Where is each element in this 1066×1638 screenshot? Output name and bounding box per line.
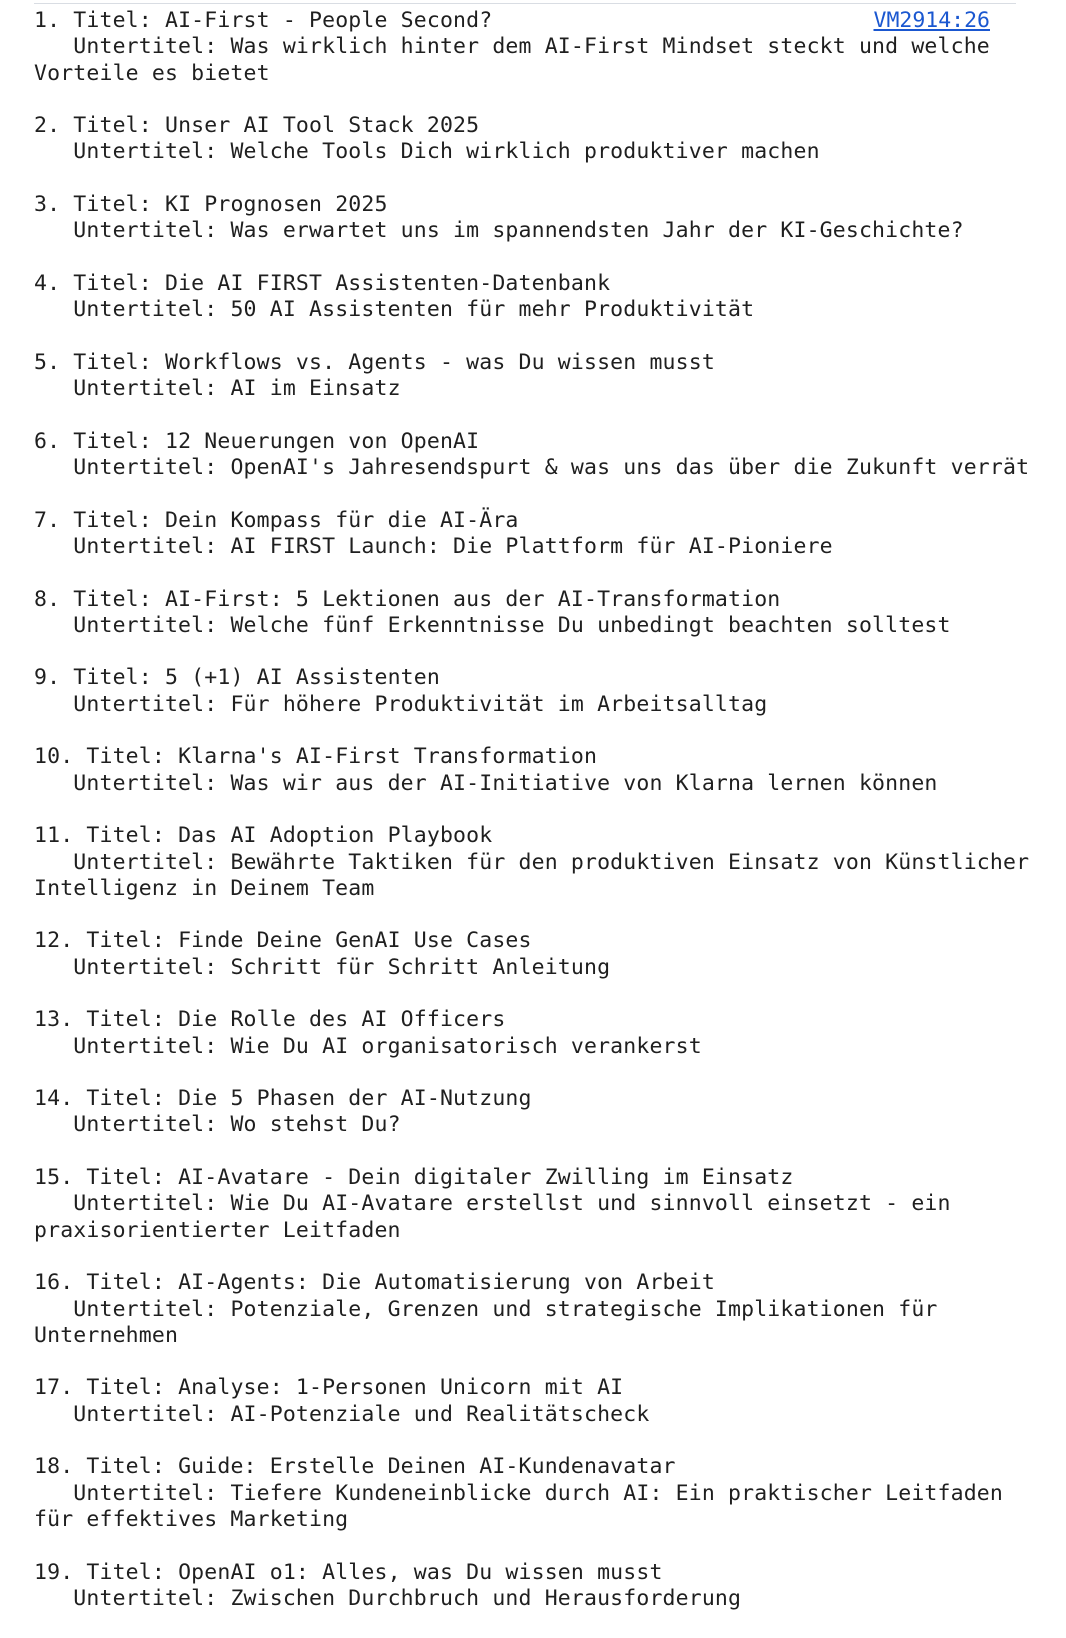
entry-subtitle-line: [34, 534, 1034, 560]
entry-subtitle-line: [34, 613, 1034, 639]
subtitle-label: Untertitel:: [34, 297, 231, 323]
entry-subtitle-line: [34, 1191, 1034, 1244]
entry-subtitle-line: [34, 1481, 1034, 1534]
list-item: [34, 1270, 1034, 1349]
entry-subtitle: OpenAI's Jahresendspurt & was uns das über die Zukunft verrät: [230, 455, 1030, 481]
entry-number: 3.: [34, 192, 74, 218]
entry-title: AI-First - People Second?: [164, 8, 493, 33]
entry-subtitle: Was wirklich hinter dem AI-First Mindset steckt und welche Vorteile es bietet: [34, 34, 1004, 86]
entry-number: 13.: [34, 1007, 87, 1033]
subtitle-label: Untertitel:: [34, 1401, 231, 1427]
entry-number: 14.: [34, 1086, 87, 1112]
entry-subtitle-line: [34, 849, 1043, 903]
entry-subtitle: Wo stehst Du?: [230, 1112, 401, 1138]
entry-number: 18.: [34, 1454, 87, 1480]
entry-subtitle-line: [34, 34, 1034, 87]
entry-number: 6.: [34, 428, 74, 454]
list-item: [34, 508, 1034, 561]
title-label: Titel:: [73, 586, 165, 612]
entry-title-line: [34, 744, 1034, 770]
entry-subtitle-line: [34, 692, 1034, 718]
subtitle-label: Untertitel:: [34, 691, 231, 717]
entry-subtitle-line: [34, 139, 1034, 165]
subtitle-label: Untertitel:: [34, 770, 231, 796]
entry-title-line: [34, 429, 1034, 455]
entry-subtitle-line: [34, 955, 1034, 981]
subtitle-label: Untertitel:: [34, 1033, 231, 1059]
entry-subtitle: Welche fünf Erkenntnisse Du unbedingt beachten solltest: [230, 612, 951, 638]
entry-title-line: [34, 823, 1034, 849]
subtitle-label: Untertitel:: [34, 1296, 231, 1322]
title-label: Titel:: [73, 113, 165, 139]
entry-number: 16.: [34, 1270, 87, 1296]
title-label: Titel:: [86, 1165, 179, 1191]
subtitle-label: Untertitel:: [34, 1112, 231, 1138]
entry-title-line: [34, 1454, 1034, 1480]
entry-number: 12.: [34, 928, 87, 954]
console-divider: [34, 3, 1016, 4]
entry-title-line: [34, 1270, 1034, 1296]
entry-subtitle-line: [34, 218, 1034, 244]
title-label: Titel:: [73, 349, 165, 375]
title-label: Titel:: [73, 428, 165, 454]
entry-title: Analyse: 1-Personen Unicorn mit AI: [178, 1375, 624, 1401]
list-item: [34, 1007, 1034, 1060]
entry-subtitle-line: [34, 297, 1034, 323]
subtitle-label: Untertitel:: [34, 1585, 231, 1611]
title-label: Titel:: [86, 1559, 179, 1585]
entry-title: Dein Kompass für die AI-Ära: [164, 507, 519, 533]
subtitle-label: Untertitel:: [34, 1191, 231, 1217]
title-label: Titel:: [86, 928, 179, 954]
title-label: Titel:: [86, 1086, 179, 1112]
entry-title: 12 Neuerungen von OpenAI: [164, 428, 480, 454]
source-location-link[interactable]: VM2914:26: [873, 8, 990, 33]
entry-number: 11.: [34, 823, 87, 849]
entry-subtitle: Was wir aus der AI-Initiative von Klarna lernen können: [230, 770, 938, 796]
list-item: [34, 192, 1034, 245]
console-log-output: [34, 8, 1043, 1638]
list-item: [34, 1086, 1034, 1139]
entry-subtitle-line: [34, 455, 1034, 481]
list-item: [34, 1560, 1034, 1613]
entry-title: Das AI Adoption Playbook: [178, 823, 493, 849]
entry-number: 8.: [34, 586, 74, 612]
subtitle-label: Untertitel:: [34, 218, 231, 244]
entry-subtitle-line: [34, 1586, 1034, 1612]
list-item: [34, 823, 1043, 902]
entry-title-line: [34, 271, 1034, 297]
list-item: [34, 8, 1034, 87]
entry-number: 5.: [34, 349, 74, 375]
title-label: Titel:: [73, 270, 165, 296]
entry-title: Workflows vs. Agents - was Du wissen musst: [164, 349, 715, 375]
subtitle-label: Untertitel:: [34, 612, 231, 638]
entry-subtitle-line: [34, 1112, 1034, 1138]
entry-number: 1.: [34, 8, 74, 33]
entry-subtitle-line: [34, 1297, 1034, 1350]
entry-title: OpenAI o1: Alles, was Du wissen musst: [178, 1559, 663, 1585]
entry-title-line: [34, 1165, 1034, 1191]
entry-title-line: [34, 8, 1034, 34]
entry-title: AI-Avatare - Dein digitaler Zwilling im Einsatz: [178, 1165, 794, 1191]
entry-subtitle: AI FIRST Launch: Die Plattform für AI-Pioniere: [230, 533, 833, 559]
subtitle-label: Untertitel:: [34, 376, 231, 402]
entry-number: 17.: [34, 1375, 87, 1401]
list-item: [34, 1454, 1034, 1533]
entry-number: 19.: [34, 1559, 87, 1585]
entry-title: KI Prognosen 2025: [164, 192, 388, 218]
title-label: Titel:: [86, 1375, 179, 1401]
entry-title: Finde Deine GenAI Use Cases: [178, 928, 532, 954]
title-label: Titel:: [73, 507, 165, 533]
entry-subtitle: Potenziale, Grenzen und strategische Implikationen für Unternehmen: [34, 1296, 951, 1348]
entry-title-line: [34, 587, 1034, 613]
entry-subtitle: AI-Potenziale und Realitätscheck: [230, 1401, 650, 1427]
entry-number: 4.: [34, 270, 74, 296]
subtitle-label: Untertitel:: [34, 954, 231, 980]
entry-subtitle: Welche Tools Dich wirklich produktiver machen: [230, 139, 820, 165]
entry-title-line: [34, 508, 1034, 534]
entry-title-line: [34, 665, 1034, 691]
title-label: Titel:: [86, 744, 179, 770]
entry-title-line: [34, 350, 1034, 376]
subtitle-label: Untertitel:: [34, 849, 231, 875]
subtitle-label: Untertitel:: [34, 34, 231, 60]
entry-subtitle: Tiefere Kundeneinblicke durch AI: Ein praktischer Leitfaden für effektives Marketing: [34, 1480, 1017, 1532]
list-item: [34, 665, 1034, 718]
list-item: [34, 271, 1034, 324]
entry-title: Unser AI Tool Stack 2025: [164, 113, 480, 139]
title-label: Titel:: [73, 192, 165, 218]
entry-title: AI-Agents: Die Automatisierung von Arbeit: [178, 1270, 715, 1296]
list-item: [34, 587, 1034, 640]
title-label: Titel:: [73, 665, 165, 691]
entry-title-line: [34, 1560, 1034, 1586]
list-item: [34, 1165, 1034, 1244]
entry-title: AI-First: 5 Lektionen aus der AI-Transformation: [164, 586, 781, 612]
title-label: Titel:: [73, 8, 165, 33]
entry-title-line: [34, 192, 1034, 218]
entry-title-line: [34, 928, 1034, 954]
subtitle-label: Untertitel:: [34, 533, 231, 559]
list-item: [34, 744, 1034, 797]
entry-subtitle: Wie Du AI organisatorisch verankerst: [230, 1033, 702, 1059]
entry-number: 7.: [34, 507, 74, 533]
entry-title-line: [34, 113, 1034, 139]
entry-subtitle: Schritt für Schritt Anleitung: [230, 954, 611, 980]
entry-subtitle-line: [34, 376, 1034, 402]
entry-subtitle: Zwischen Durchbruch und Herausforderung: [230, 1585, 742, 1611]
list-item: [34, 928, 1034, 981]
title-label: Titel:: [86, 1270, 179, 1296]
subtitle-label: Untertitel:: [34, 1480, 231, 1506]
entry-title: 5 (+1) AI Assistenten: [164, 665, 440, 691]
subtitle-label: Untertitel:: [34, 455, 231, 481]
list-item: [34, 1375, 1034, 1428]
entry-number: 9.: [34, 665, 74, 691]
entry-title: Klarna's AI-First Transformation: [178, 744, 598, 770]
entry-title: Die Rolle des AI Officers: [178, 1007, 506, 1033]
list-item: [34, 113, 1034, 166]
entry-number: 10.: [34, 744, 87, 770]
subtitle-label: Untertitel:: [34, 139, 231, 165]
entry-number: 15.: [34, 1165, 87, 1191]
list-item: [34, 350, 1034, 403]
entry-subtitle: Bewährte Taktiken für den produktiven Einsatz von Künstlicher Intelligenz in Deinem Team: [34, 849, 1043, 901]
entry-title-line: [34, 1086, 1034, 1112]
entry-subtitle-line: [34, 1402, 1034, 1428]
entry-title: Die 5 Phasen der AI-Nutzung: [178, 1086, 532, 1112]
entry-title: Die AI FIRST Assistenten-Datenbank: [164, 270, 611, 296]
entry-title-line: [34, 1007, 1034, 1033]
title-label: Titel:: [86, 1007, 179, 1033]
list-item: [34, 429, 1034, 482]
entry-subtitle-line: [34, 1034, 1034, 1060]
entry-title: Guide: Erstelle Deinen AI-Kundenavatar: [178, 1454, 676, 1480]
title-label: Titel:: [86, 1454, 179, 1480]
entry-subtitle: 50 AI Assistenten für mehr Produktivität: [230, 297, 755, 323]
entry-subtitle: AI im Einsatz: [230, 376, 401, 402]
entry-subtitle: Wie Du AI-Avatare erstellst und sinnvoll einsetzt - ein praxisorientierter Leitfaden: [34, 1191, 964, 1243]
entry-subtitle: Was erwartet uns im spannendsten Jahr der KI-Geschichte?: [230, 218, 964, 244]
entry-title-line: [34, 1375, 1034, 1401]
entry-number: 2.: [34, 113, 74, 139]
title-label: Titel:: [86, 823, 179, 849]
entry-subtitle: Für höhere Produktivität im Arbeitsalltag: [230, 691, 768, 717]
entry-subtitle-line: [34, 771, 1034, 797]
